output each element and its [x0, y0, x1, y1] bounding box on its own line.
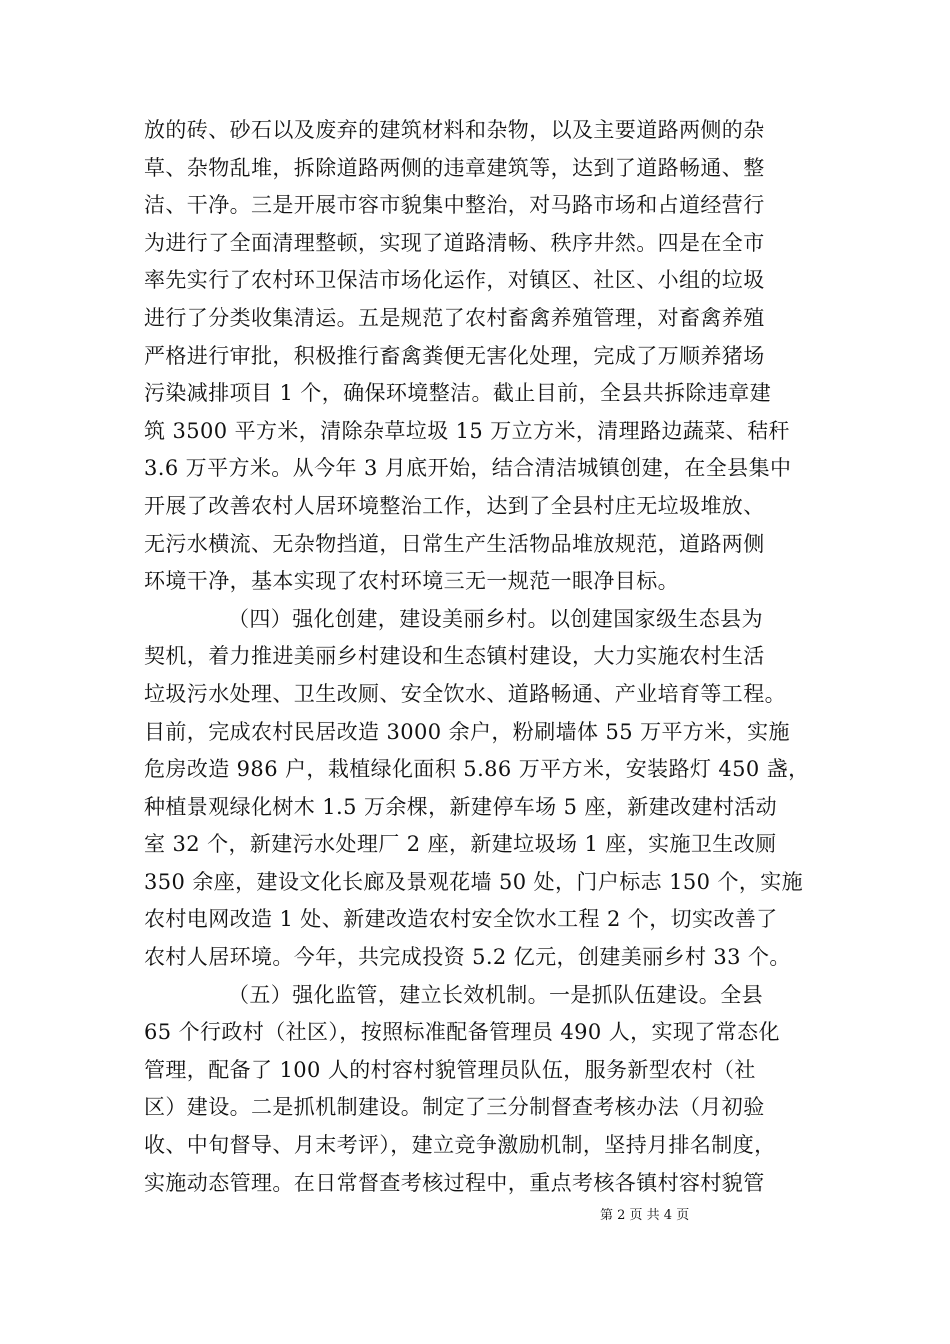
text-line: 室 32 个，新建污水处理厂 2 座，新建垃圾场 1 座，实施卫生改厕: [144, 832, 777, 857]
text-line: 污染减排项目 1 个，确保环境整洁。截止目前，全县共拆除违章建: [144, 381, 772, 406]
text-line: 契机，着力推进美丽乡村建设和生态镇村建设，大力实施农村生活: [144, 644, 765, 669]
page-number-footer: 第 2 页 共 4 页: [600, 1208, 690, 1223]
text-line: 3.6 万平方米。从今年 3 月底开始，结合清洁城镇创建，在全县集中: [144, 456, 792, 481]
text-line: 管理，配备了 100 人的村容村貌管理员队伍，服务新型农村（社: [144, 1057, 756, 1082]
text-line: 农村人居环境。今年，共完成投资 5.2 亿元，创建美丽乡村 33 个。: [144, 945, 791, 970]
section-heading-line: （五）强化监管，建立长效机制。一是抓队伍建设。全县: [228, 982, 763, 1007]
text-line: 区）建设。二是抓机制建设。制定了三分制督查考核办法（月初验: [144, 1095, 765, 1120]
text-line: 为进行了全面清理整顿，实现了道路清畅、秩序井然。四是在全市: [144, 230, 765, 255]
text-line: 环境干净，基本实现了农村环境三无一规范一眼净目标。: [144, 569, 679, 594]
text-line: 洁、干净。三是开展市容市貌集中整治，对马路市场和占道经营行: [144, 193, 765, 218]
text-line: 草、杂物乱堆，拆除道路两侧的违章建筑等，达到了道路畅通、整: [144, 155, 765, 180]
text-line: 收、中旬督导、月末考评），建立竞争激励机制，坚持月排名制度，: [144, 1133, 776, 1158]
text-line: 65 个行政村（社区），按照标准配备管理员 490 人，实现了常态化: [144, 1020, 780, 1045]
text-line: 危房改造 986 户，栽植绿化面积 5.86 万平方米，安装路灯 450 盏，: [144, 757, 810, 782]
text-line: 开展了改善农村人居环境整治工作，达到了全县村庄无垃圾堆放、: [144, 493, 765, 518]
text-line: 放的砖、砂石以及废弃的建筑材料和杂物，以及主要道路两侧的杂: [144, 118, 765, 142]
text-line: 种植景观绿化树木 1.5 万余棵，新建停车场 5 座，新建改建村活动: [144, 794, 778, 819]
section-heading-line: （四）强化创建，建设美丽乡村。以创建国家级生态县为: [228, 606, 763, 631]
text-line: 率先实行了农村环卫保洁市场化运作，对镇区、社区、小组的垃圾: [144, 268, 765, 293]
text-line: 严格进行审批，积极推行畜禽粪便无害化处理，完成了万顺养猪场: [144, 343, 765, 368]
text-line: 筑 3500 平方米，清除杂草垃圾 15 万立方米，清理路边蔬菜、秸秆: [144, 418, 790, 443]
text-line: 目前，完成农村民居改造 3000 余户，粉刷墙体 55 万平方米，实施: [144, 719, 790, 744]
text-line: 350 余座，建设文化长廊及景观花墙 50 处，门户标志 150 个，实施: [144, 869, 804, 894]
text-line: 垃圾污水处理、卫生改厕、安全饮水、道路畅通、产业培育等工程。: [144, 681, 786, 706]
text-line: 进行了分类收集清运。五是规范了农村畜禽养殖管理，对畜禽养殖: [144, 305, 765, 330]
text-line: 农村电网改造 1 处、新建改造农村安全饮水工程 2 个，切实改善了: [144, 907, 778, 932]
text-line: 实施动态管理。在日常督查考核过程中，重点考核各镇村容村貌管: [144, 1170, 765, 1195]
text-line: 无污水横流、无杂物挡道，日常生产生活物品堆放规范，道路两侧: [144, 531, 765, 556]
body-text: [144, 112, 824, 1202]
